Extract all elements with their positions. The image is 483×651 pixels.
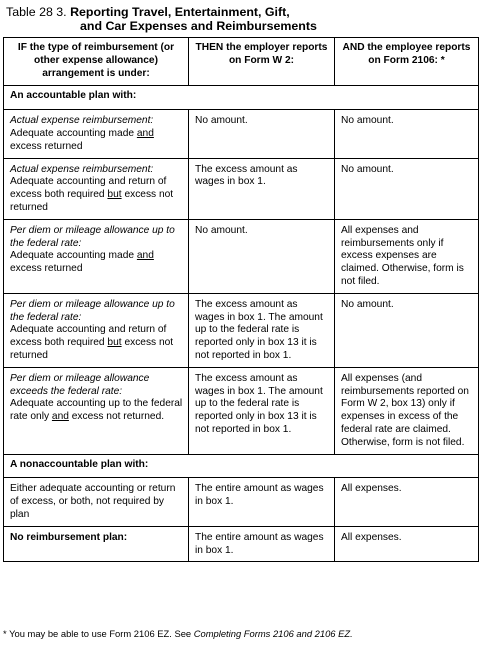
condition-cell: Per diem or mileage allowance exceeds the federal rate: Adequate accounting up to the federal rate only and excess not returned. [4, 367, 189, 454]
employee-cell: All expenses and reimbursements only if excess expenses are claimed. Otherwise, form is not filed. [335, 219, 479, 293]
condition-cell: Actual expense reimbursement: Adequate accounting and return of excess both required but excess not returned [4, 158, 189, 219]
header-and: AND the employee reports on Form 2106: * [335, 38, 479, 86]
title-prefix: Table 28 3. [6, 5, 67, 19]
employer-cell: The excess amount as wages in box 1. The amount up to the federal rate is reported only in box 13 it is not reported in box 1. [189, 367, 335, 454]
header-then: THEN the employer reports on Form W 2: [189, 38, 335, 86]
employer-cell: The excess amount as wages in box 1. [189, 158, 335, 219]
condition-cell: Either adequate accounting or return of excess, or both, not required by plan [4, 478, 189, 526]
table-row [4, 219, 479, 293]
title-line2: and Car Expenses and Reimbursements [80, 19, 317, 33]
section-row [4, 454, 479, 478]
employer-cell: The entire amount as wages in box 1. [189, 478, 335, 526]
table-row [4, 293, 479, 367]
section-accountable: An accountable plan with: [4, 86, 479, 110]
section-nonaccountable: A nonaccountable plan with: [4, 454, 479, 478]
employee-cell: No amount. [335, 293, 479, 367]
table-title [6, 5, 317, 33]
employee-cell: No amount. [335, 158, 479, 219]
header-if: IF the type of reimbursement (or other expense allowance) arrangement is under: [4, 38, 189, 86]
table-row [4, 158, 479, 219]
employer-cell: No amount. [189, 219, 335, 293]
employee-cell: No amount. [335, 110, 479, 158]
condition-cell: Per diem or mileage allowance up to the federal rate: Adequate accounting and return of excess both required but excess not returned [4, 293, 189, 367]
section-row [4, 86, 479, 110]
employee-cell: All expenses. [335, 526, 479, 562]
condition-cell: No reimbursement plan: [4, 526, 189, 562]
header-row [4, 38, 479, 86]
table-row [4, 526, 479, 562]
reimbursement-table [3, 37, 479, 562]
employer-cell: No amount. [189, 110, 335, 158]
employer-cell: The excess amount as wages in box 1. The amount up to the federal rate is reported only in box 13 it is not reported in box 1. [189, 293, 335, 367]
employee-cell: All expenses (and reimbursements reported on Form W 2, box 13) only if expenses in excess of the federal rate are claimed. Otherwise, form is not filed. [335, 367, 479, 454]
table-row [4, 367, 479, 454]
table-row [4, 110, 479, 158]
employee-cell: All expenses. [335, 478, 479, 526]
employer-cell: The entire amount as wages in box 1. [189, 526, 335, 562]
condition-cell: Actual expense reimbursement: Adequate accounting made and excess returned [4, 110, 189, 158]
condition-cell: Per diem or mileage allowance up to the federal rate: Adequate accounting made and excess returned [4, 219, 189, 293]
title-line1: Reporting Travel, Entertainment, Gift, [70, 5, 290, 19]
footnote: * You may be able to use Form 2106 EZ. See Completing Forms 2106 and 2106 EZ. [3, 628, 353, 639]
table-row [4, 478, 479, 526]
